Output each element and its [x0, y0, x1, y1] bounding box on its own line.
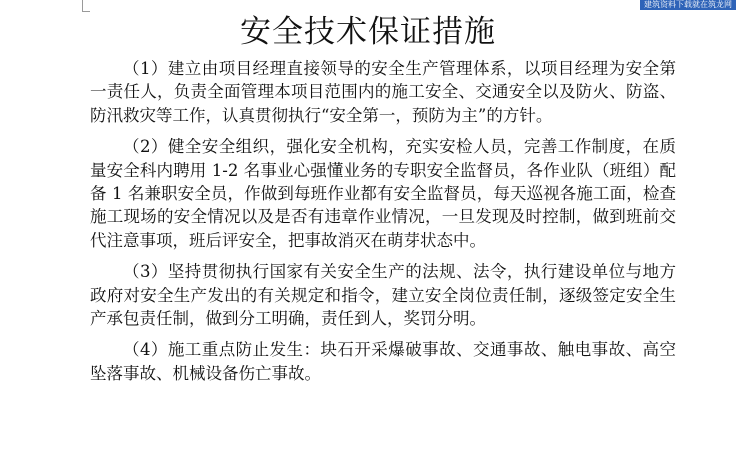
- document-body: [90, 57, 676, 393]
- paragraph-2: （2）健全安全组织，强化安全机构，充实安检人员，完善工作制度，在质量安全科内聘用 1-2 名事业心强懂业务的专职安全监督员，各作业队（班组）配备 1 名兼职安全员，作做到每班作业都有安全监督员，每天巡视各施工面，检查施工现场的安全情况以及是否有违章作业情况，一旦发现及时控制，做到班前交代注意事项，班后评安全，把事故消灭在萌芽状态中。: [90, 137, 676, 250]
- paragraph-1: （1）建立由项目经理直接领导的安全生产管理体系，以项目经理为安全第一责任人，负责全面管理本项目范围内的施工安全、交通安全以及防火、防盗、防汛救灾等工作，认真贯彻执行“安全第一，预防为主”的方针。: [90, 59, 676, 125]
- paragraph-3: （3）坚持贯彻执行国家有关安全生产的法规、法令，执行建设单位与地方政府对安全生产发出的有关规定和指令，建立安全岗位责任制，逐级签定安全生产承包责任制，做到分工明确，责任到人，奖罚分明。: [90, 262, 676, 329]
- page-title: 安全技术保证措施: [240, 14, 496, 50]
- page-corner-mark: [82, 0, 90, 12]
- watermark-banner: 建筑资料下载就在筑龙网: [640, 0, 736, 10]
- paragraph-4: （4）施工重点防止发生：块石开采爆破事故、交通事故、触电事故、高空坠落事故、机械设备伤亡事故。: [90, 340, 676, 383]
